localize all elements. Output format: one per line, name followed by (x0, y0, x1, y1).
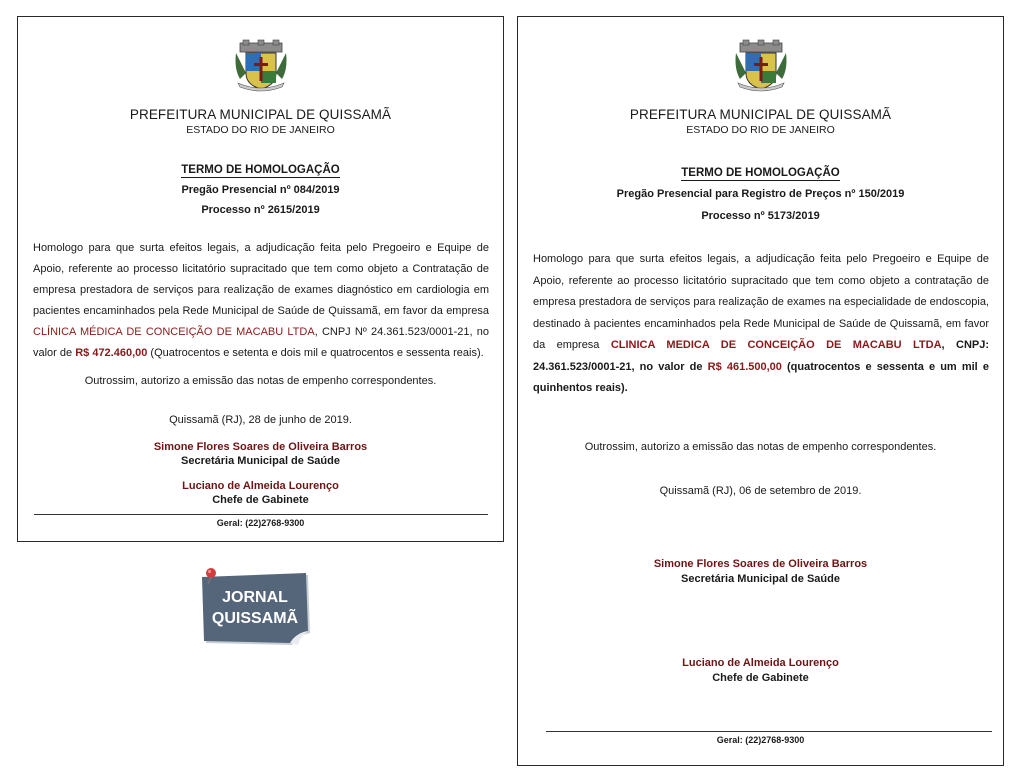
company-name: CLÍNICA MÉDICA DE CONCEIÇÃO DE MACABU LTDA (33, 326, 315, 338)
header-subtitle: ESTADO DO RIO DE JANEIRO (186, 124, 335, 136)
footer-divider (34, 514, 488, 515)
signature-role-1: Secretária Municipal de Saúde (681, 573, 840, 585)
date-line: Quissamã (RJ), 28 de junho de 2019. (169, 414, 352, 426)
signature-name-2: Luciano de Almeida Lourenço (682, 657, 839, 669)
municipal-crest-icon (732, 39, 790, 93)
footer-phone: Geral: (22)2768-9300 (216, 518, 305, 528)
term-title: TERMO DE HOMOLOGAÇÃO (181, 164, 340, 176)
municipal-crest-icon (232, 39, 290, 93)
signature-name-1: Simone Flores Soares de Oliveira Barros (153, 441, 368, 453)
outrossim-text: Outrossim, autorizo a emissão das notas de empenho correspondentes. (84, 375, 437, 387)
signature-role-2: Chefe de Gabinete (712, 672, 809, 684)
push-pin-icon (203, 567, 219, 585)
signature-role-2: Chefe de Gabinete (212, 494, 309, 506)
amount-value: R$ 461.500,00 (707, 360, 782, 373)
signature-name-1: Simone Flores Soares de Oliveira Barros (653, 558, 868, 570)
signature-role-1: Secretária Municipal de Saúde (181, 455, 340, 467)
company-name: CLINICA MEDICA DE CONCEIÇÃO DE MACABU LTDA (610, 339, 942, 351)
processo-line: Processo nº 5173/2019 (701, 210, 820, 222)
header-title: PREFEITURA MUNICIPAL DE QUISSAMÃ (129, 107, 392, 122)
pregao-line: Pregão Presencial nº 084/2019 (181, 184, 340, 196)
body-paragraph: Homologo para que surta efeitos legais, a adjudicação feita pelo Pregoeiro e Equipe de Apoio, referente ao processo licitatório supracitado que tem como objeto a Contratação de empresa prestadora de serviços para realização de exames diagnóstico em cardiologia em pacientes encaminhados pela Rede Municipal de Saúde de Quissamã, em favor da empresa CLÍNICA MÉDICA DE CONCEIÇÃO DE MACABU LTDA, CNPJ Nº 24.361.523/0001-21, no valor de R$ 472.460,00 (Quatrocentos e setenta e dois mil e quatrocentos e sessenta reais). (33, 242, 489, 359)
processo-line: Processo nº 2615/2019 (201, 204, 320, 216)
logo-line-2: QUISSAMÃ (211, 610, 299, 627)
term-title: TERMO DE HOMOLOGAÇÃO (681, 167, 840, 179)
outrossim-text: Outrossim, autorizo a emissão das notas de empenho correspondentes. (584, 441, 937, 453)
footer-phone: Geral: (22)2768-9300 (716, 735, 805, 745)
pregao-line: Pregão Presencial para Registro de Preços nº 150/2019 (616, 188, 905, 200)
amount-value: R$ 472.460,00 (75, 347, 148, 359)
signature-name-2: Luciano de Almeida Lourenço (182, 480, 339, 492)
logo-line-1: JORNAL (222, 589, 288, 606)
body-paragraph: Homologo para que surta efeitos legais, a adjudicação feita pelo Pregoeiro e Equipe de Apoio, referente ao processo licitatório supracitado que tem como objeto a contratação de empresa prestadora de serviços para realização de exames na especialidade de endoscopia, destinado à pacientes encaminhados pela Rede Municipal de Saúde de Quissamã, em favor da empresa CLINICA MEDICA DE CONCEIÇÃO DE MACABU LTDA, CNPJ: 24.361.523/0001-21, no valor de R$ 461.500,00 (quatrocentos e sessenta e um mil e quinhentos reais). (533, 253, 989, 394)
footer-divider (546, 731, 992, 732)
homologation-document-right (517, 16, 1004, 766)
date-line: Quissamã (RJ), 06 de setembro de 2019. (659, 485, 862, 497)
header-subtitle: ESTADO DO RIO DE JANEIRO (686, 124, 835, 136)
header-title: PREFEITURA MUNICIPAL DE QUISSAMÃ (629, 107, 892, 122)
homologation-document-left (17, 16, 504, 542)
